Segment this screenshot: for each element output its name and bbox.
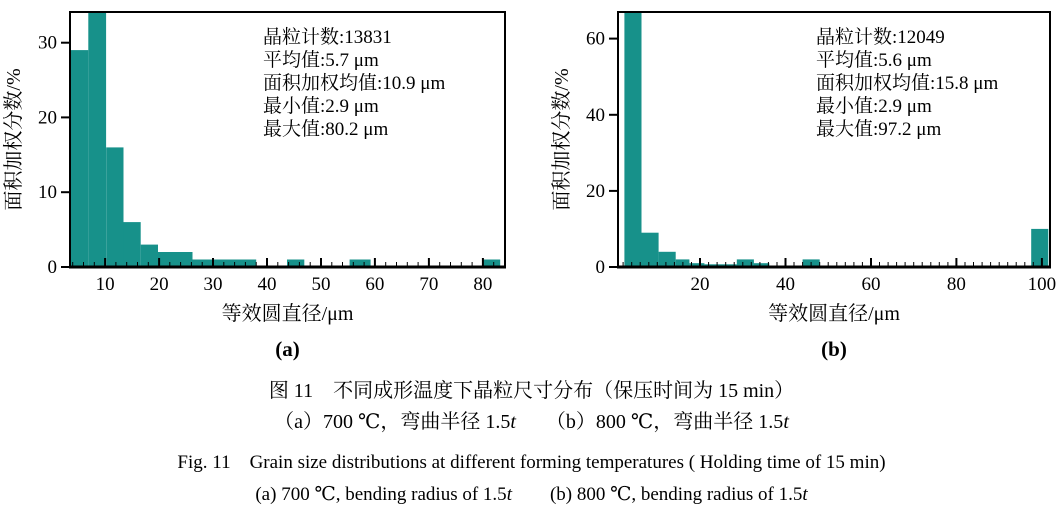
y-tick-label: 20 — [38, 107, 57, 129]
y-tick-label: 30 — [38, 32, 57, 54]
y-tick-label: 40 — [586, 104, 605, 126]
subplot-label: (a) — [275, 337, 300, 361]
stats-annotation-line: 面积加权均值:10.9 μm — [263, 73, 446, 94]
histogram-bar — [141, 245, 158, 267]
histogram-bar — [88, 12, 106, 267]
caption-en-title: Fig. 11 Grain size distributions at different forming temperatures ( Holding time of 15 min) — [177, 452, 886, 473]
caption-zh-subtitle — [0, 410, 1063, 434]
y-tick-label: 60 — [586, 28, 605, 50]
stats-annotation-line: 平均值:5.6 μm — [816, 50, 932, 71]
histogram-bar — [158, 252, 193, 267]
caption-text-segment: (b) 800 ℃, bending radius of 1.5 — [511, 484, 803, 505]
histogram-bar — [624, 12, 641, 267]
stats-annotation-line: 晶粒计数:13831 — [263, 27, 392, 48]
x-tick-label: 80 — [946, 274, 966, 295]
caption-italic-t: t — [506, 484, 512, 505]
x-tick-label: 70 — [419, 274, 439, 295]
y-tick-label: 0 — [595, 257, 605, 278]
x-tick-label: 40 — [776, 274, 795, 295]
caption-text-segment: （b）800 ℃，弯曲半径 1.5 — [515, 411, 784, 433]
x-tick-label: 100 — [1027, 274, 1057, 295]
caption-italic-t: t — [802, 484, 808, 505]
stats-annotation-line: 晶粒计数:12049 — [816, 27, 945, 48]
histogram-bar — [106, 147, 123, 267]
subplot-label: (b) — [821, 337, 847, 361]
stats-annotation-line: 最大值:80.2 μm — [263, 119, 389, 140]
figure-caption — [0, 379, 1063, 506]
histogram-bar — [642, 233, 659, 267]
y-axis-label: 面积加权分数/% — [3, 68, 25, 211]
x-tick-label: 20 — [149, 274, 169, 295]
x-axis-label: 等效圆直径/μm — [221, 303, 354, 325]
x-tick-label: 60 — [365, 274, 385, 295]
caption-text-segment: （a）700 ℃，弯曲半径 1.5 — [274, 411, 511, 433]
caption-italic-t: t — [510, 411, 516, 433]
stats-annotation-line: 面积加权均值:15.8 μm — [816, 73, 999, 94]
stats-annotation-line: 平均值:5.7 μm — [263, 50, 379, 71]
histogram-bar — [123, 222, 140, 267]
stats-annotation-line: 最小值:2.9 μm — [263, 96, 379, 117]
stats-annotation-line: 最小值:2.9 μm — [816, 96, 932, 117]
caption-zh-title: 图 11 不同成形温度下晶粒尺寸分布（保压时间为 15 min） — [268, 380, 795, 402]
y-tick-label: 0 — [47, 257, 57, 278]
chart-a — [2, 12, 506, 361]
x-tick-label: 60 — [861, 274, 881, 295]
x-tick-label: 30 — [203, 274, 223, 295]
stats-annotation-line: 最大值:97.2 μm — [816, 119, 942, 140]
y-tick-label: 10 — [38, 182, 57, 204]
x-tick-label: 10 — [95, 274, 115, 295]
y-axis-label: 面积加权分数/% — [551, 68, 573, 211]
caption-en-subtitle — [0, 483, 1063, 506]
chart-b — [550, 12, 1056, 361]
x-tick-label: 80 — [473, 274, 493, 295]
histogram-bar — [71, 50, 89, 267]
x-tick-label: 20 — [690, 274, 710, 295]
y-tick-label: 20 — [586, 180, 605, 202]
x-tick-label: 50 — [311, 274, 331, 295]
x-axis-label: 等效圆直径/μm — [768, 303, 900, 325]
x-tick-label: 40 — [257, 274, 277, 295]
histogram-bar — [659, 252, 676, 267]
caption-text-segment: (a) 700 ℃, bending radius of 1.5 — [255, 484, 507, 505]
histogram-bar — [1031, 229, 1048, 267]
caption-italic-t: t — [783, 411, 789, 433]
